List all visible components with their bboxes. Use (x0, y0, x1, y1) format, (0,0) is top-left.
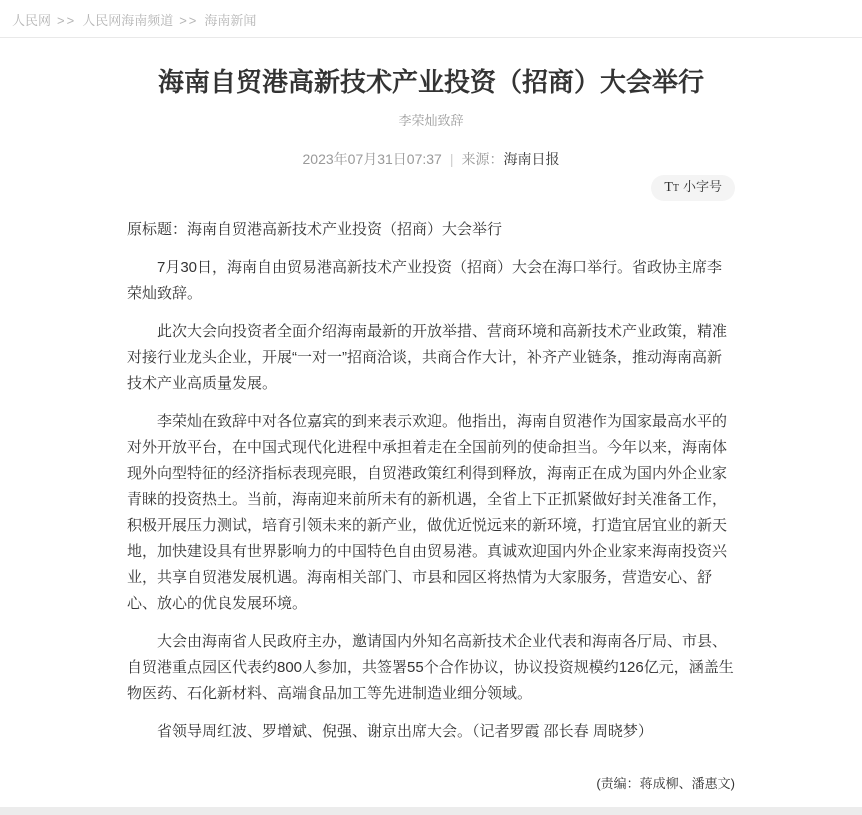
breadcrumb-separator: >> (57, 13, 77, 28)
original-title-label: 原标题： (127, 220, 188, 238)
article-title: 海南自贸港高新技术产业投资（招商）大会举行 (157, 67, 704, 97)
font-size-icon-large-t: T (664, 179, 673, 195)
article-toolbar (127, 175, 735, 199)
font-size-button[interactable] (651, 175, 735, 202)
article-paragraph: 此次大会向投资者全面介绍海南最新的开放举措、营商环境和高新技术产业政策，精准对接行业龙头企业，开展“一对一”招商洽谈，共商合作大计，补齐产业链条，推动海南高新技术产业高质量发展。 (127, 322, 728, 392)
article-meta (127, 149, 735, 169)
breadcrumb-separator: >> (179, 13, 199, 28)
source-link[interactable]: 海南日报 (503, 150, 560, 167)
breadcrumb-link[interactable]: 人民网海南频道 (82, 13, 174, 28)
article-paragraph: 李荣灿在致辞中对各位嘉宾的到来表示欢迎。他指出，海南自贸港作为国家最高水平的对外开放平台，在中国式现代化进程中承担着走在全国前列的使命担当。今年以来，海南体现外向型特征的经济指标表现亮眼，自贸港政策红利得到释放，海南正在成为国内外企业家青睐的投资热土。当前，海南迎来前所未有的新机遇，全省上下正抓紧做好封关准备工作，积极开展压力测试，培育引领未来的新产业，做优近悦远来的新环境，打造宜居宜业的新天地，加快建设具有世界影响力的中国特色自由贸易港。真诚欢迎国内外企业家来海南投资兴业，共享自贸港发展机遇。海南相关部门、市县和园区将热情为大家服务，营造安心、舒心、放心的优良发展环境。 (127, 412, 728, 612)
original-title-line (127, 217, 735, 243)
page-bottom-edge (0, 807, 862, 815)
font-size-icon-small-t: T (672, 182, 679, 194)
breadcrumb-link[interactable]: 海南新闻 (204, 13, 257, 28)
breadcrumb-link[interactable]: 人民网 (12, 13, 52, 28)
article-paragraph: 省领导周红波、罗增斌、倪强、谢京出席大会。（记者罗霞 邵长春 周晓梦） (157, 722, 653, 740)
breadcrumb (0, 0, 862, 38)
original-title-text: 海南自贸港高新技术产业投资（招商）大会举行 (187, 220, 503, 238)
source-label: 来源： (461, 150, 504, 167)
article-paragraph: 7月30日，海南自由贸易港高新技术产业投资（招商）大会在海口举行。省政协主席李荣灿致辞。 (127, 258, 723, 302)
publish-date: 2023年07月31日07:37 (302, 150, 442, 167)
paragraphs-container (127, 255, 735, 745)
article-paragraph: 大会由海南省人民政府主办，邀请国内外知名高新技术企业代表和海南各厅局、市县、自贸港重点园区代表约800人参加，共签署55个合作协议，协议投资规模约126亿元，涵盖生物医药、石化新材料、高端食品加工等先进制造业细分领域。 (127, 632, 734, 702)
font-size-icon (664, 179, 679, 194)
article-subtitle: 李荣灿致辞 (398, 112, 464, 128)
meta-separator: | (449, 150, 454, 167)
article-container (127, 66, 735, 815)
font-size-label: 小字号 (682, 178, 722, 194)
editors-line: (责编：蒋成柳、潘惠文) (596, 775, 735, 791)
